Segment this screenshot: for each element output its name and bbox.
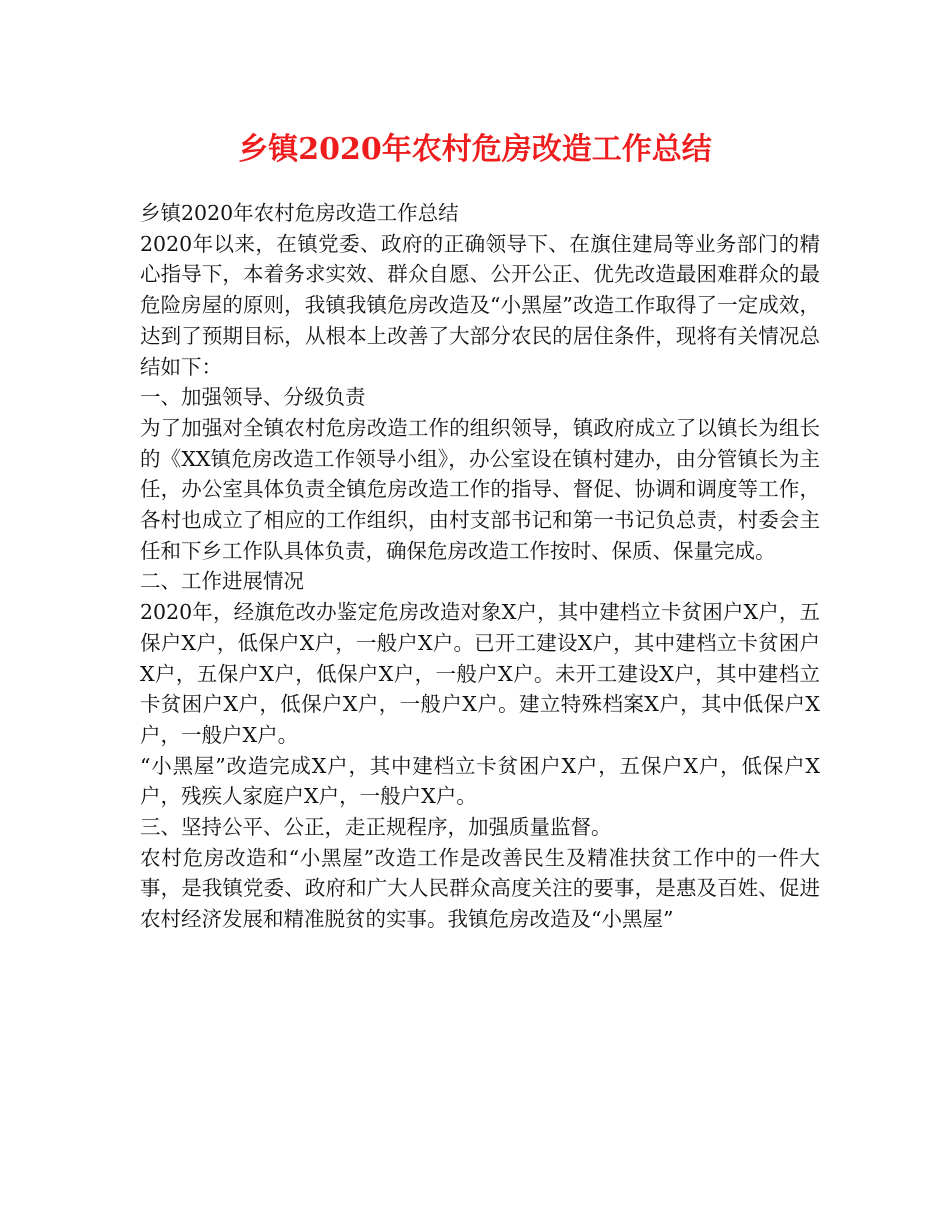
section-heading-2: 二、工作进展情况 [140, 569, 304, 594]
intro-paragraph: 2020年以来，在镇党委、政府的正确领导下、在旗住建局等业务部门的精心指导下，本着务求实效、群众自愿、公开公正、优先改造最困难群众的最危险房屋的原则，我镇我镇危房改造及“小黑屋”改造工作取得了一定成效，达到了预期目标，从根本上改善了大部分农民的居住条件，现将有关情况总结如下： [140, 231, 820, 379]
document-body [140, 198, 820, 935]
document-title: 乡镇2020年农村危房改造工作总结 [238, 132, 712, 167]
section-2-paragraph: 2020年，经旗危改办鉴定危房改造对象X户，其中建档立卡贫困户X户，五保户X户，低保户X户，一般户X户。已开工建设X户，其中建档立卡贫困户X户，五保户X户，低保户X户，一般户X户。未开工建设X户，其中建档立卡贫困户X户，低保户X户，一般户X户。建立特殊档案X户，其中低保户X户，一般户X户。 [140, 600, 820, 747]
section-3-paragraph: 农村危房改造和“小黑屋”改造工作是改善民生及精准扶贫工作中的一件大事，是我镇党委、政府和广大人民群众高度关注的要事，是惠及百姓、促进农村经济发展和精准脱贫的实事。我镇危房改造及“小黑屋” [140, 845, 820, 932]
subtitle-line: 乡镇2020年农村危房改造工作总结 [140, 201, 459, 225]
section-heading-1: 一、加强领导、分级负责 [140, 385, 366, 410]
section-2-paragraph-black-house: “小黑屋”改造完成X户，其中建档立卡贫困户X户，五保户X户，低保户X户，残疾人家庭户X户，一般户X户。 [140, 753, 820, 809]
section-1-paragraph: 为了加强对全镇农村危房改造工作的组织领导，镇政府成立了以镇长为组长的《XX镇危房改造工作领导小组》，办公室设在镇村建办，由分管镇长为主任，办公室具体负责全镇危房改造工作的指导、督促、协调和调度等工作，各村也成立了相应的工作组织，由村支部书记和第一书记负总责，村委会主任和下乡工作队具体负责，确保危房改造工作按时、保质、保量完成。 [140, 415, 820, 563]
section-heading-3: 三、坚持公平、公正，走正规程序，加强质量监督。 [140, 815, 612, 840]
